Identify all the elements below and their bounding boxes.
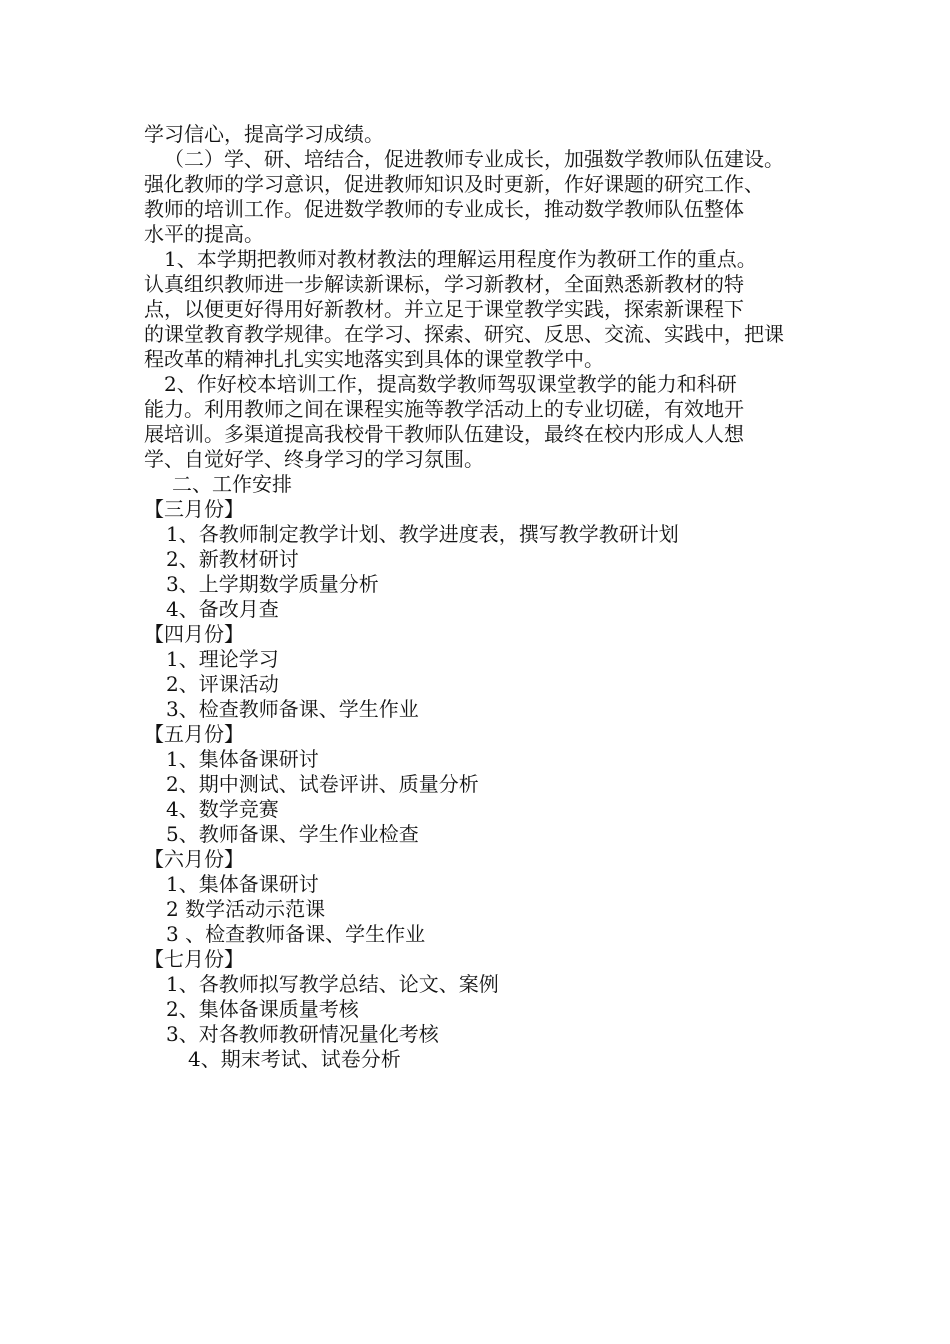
schedule-heading: 二、工作安排: [172, 472, 292, 496]
month-label-april: 【四月份】: [144, 622, 244, 646]
schedule-item: 3、对各教师教研情况量化考核: [166, 1022, 439, 1046]
schedule-item: 4、备改月查: [166, 597, 279, 621]
month-label-july: 【七月份】: [144, 947, 244, 971]
schedule-item: 3 、检查教师备课、学生作业: [166, 922, 426, 946]
schedule-item: 2 数学活动示范课: [166, 897, 326, 921]
schedule-item: 1、理论学习: [166, 647, 279, 671]
point-2-line: 能力。利用教师之间在课程实施等教学活动上的专业切磋，有效地开: [144, 397, 744, 421]
schedule-item: 1、集体备课研讨: [166, 747, 319, 771]
schedule-item: 1、集体备课研讨: [166, 872, 319, 896]
month-label-june: 【六月份】: [144, 847, 244, 871]
point-2-line: 2、作好校本培训工作，提高数学教师驾驭课堂教学的能力和科研: [164, 372, 737, 396]
schedule-item: 4、期末考试、试卷分析: [188, 1047, 401, 1071]
schedule-item: 2、新教材研讨: [166, 547, 299, 571]
schedule-item: 1、各教师制定教学计划、教学进度表，撰写教学教研计划: [166, 522, 679, 546]
section-2-body-line: 教师的培训工作。促进数学教师的专业成长，推动数学教师队伍整体: [144, 197, 744, 221]
schedule-item: 4、数学竞赛: [166, 797, 279, 821]
schedule-item: 2、评课活动: [166, 672, 279, 696]
schedule-item: 2、集体备课质量考核: [166, 997, 359, 1021]
schedule-item: 3、上学期数学质量分析: [166, 572, 379, 596]
intro-continuation: 学习信心，提高学习成绩。: [144, 122, 384, 146]
schedule-item: 2、期中测试、试卷评讲、质量分析: [166, 772, 479, 796]
point-1-line: 程改革的精神扎扎实实地落实到具体的课堂教学中。: [144, 347, 604, 371]
point-1-line: 1、本学期把教师对教材教法的理解运用程度作为教研工作的重点。: [164, 247, 757, 271]
point-2-line: 展培训。多渠道提高我校骨干教师队伍建设，最终在校内形成人人想: [144, 422, 744, 446]
section-2-body-line: 强化教师的学习意识，促进教师知识及时更新，作好课题的研究工作、: [144, 172, 764, 196]
document-body: [144, 122, 824, 1072]
schedule-item: 3、检查教师备课、学生作业: [166, 697, 419, 721]
point-2-line: 学、自觉好学、终身学习的学习氛围。: [144, 447, 484, 471]
point-1-line: 认真组织教师进一步解读新课标，学习新教材，全面熟悉新教材的特: [144, 272, 744, 296]
month-label-may: 【五月份】: [144, 722, 244, 746]
schedule-item: 5、教师备课、学生作业检查: [166, 822, 419, 846]
point-1-line: 点，以便更好得用好新教材。并立足于课堂教学实践，探索新课程下: [144, 297, 744, 321]
section-2-body-line: 水平的提高。: [144, 222, 264, 246]
schedule-item: 1、各教师拟写教学总结、论文、案例: [166, 972, 499, 996]
month-label-march: 【三月份】: [144, 497, 244, 521]
point-1-line: 的课堂教育教学规律。在学习、探索、研究、反思、交流、实践中，把课: [144, 322, 784, 346]
section-2-heading-line: （二）学、研、培结合，促进教师专业成长，加强数学教师队伍建设。: [164, 147, 784, 171]
